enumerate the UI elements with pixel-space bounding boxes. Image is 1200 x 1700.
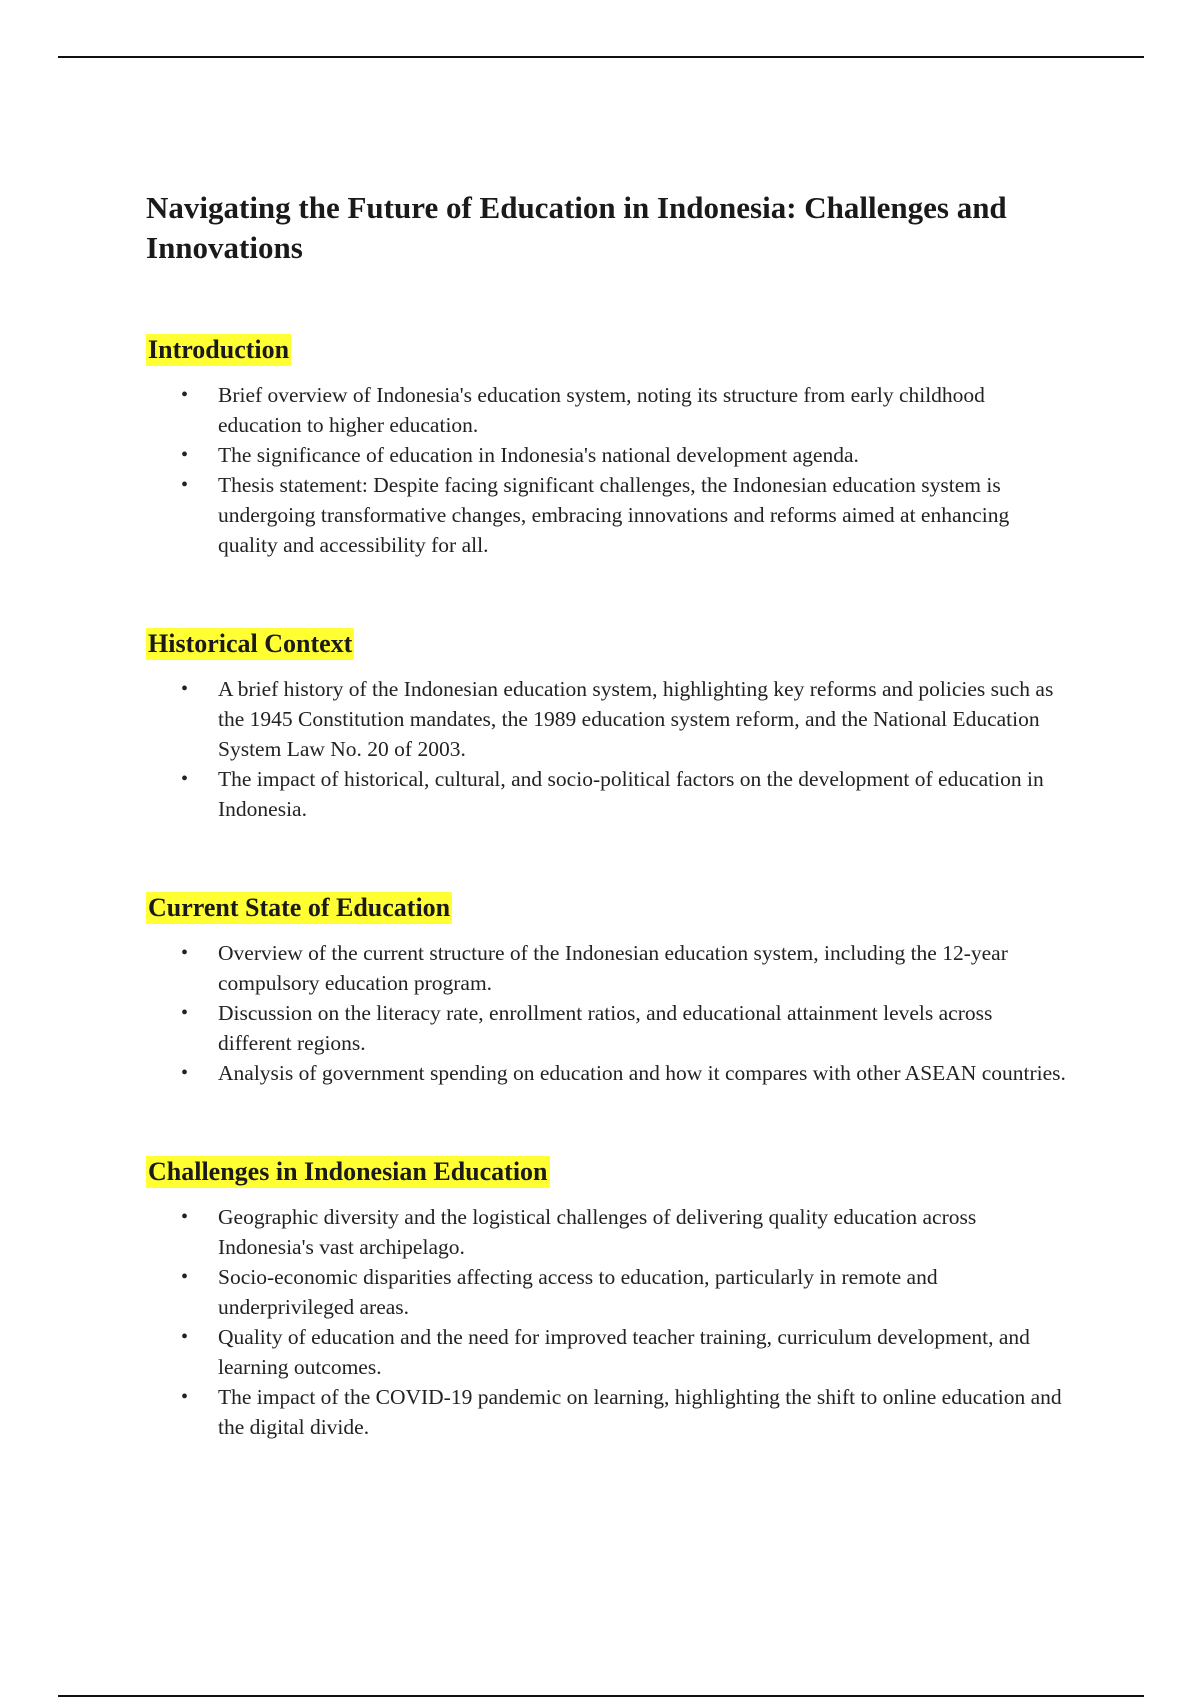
- bullet-icon: •: [181, 1266, 189, 1288]
- section-introduction: [146, 334, 1066, 560]
- page-top-rule: [58, 56, 1144, 58]
- list-item-text: Socio-economic disparities affecting access to education, particularly in remote and underprivileged areas.: [218, 1265, 938, 1319]
- section-current-state: [146, 892, 1066, 1088]
- bullet-icon: •: [181, 678, 189, 700]
- list-item: [146, 998, 1066, 1058]
- list-item-text: Analysis of government spending on education and how it compares with other ASEAN countries.: [218, 1061, 1066, 1085]
- list-item-text: The significance of education in Indonesia's national development agenda.: [218, 443, 859, 467]
- document-body: [146, 188, 1066, 1442]
- bullet-icon: •: [181, 474, 189, 496]
- section-heading: Introduction: [148, 335, 290, 364]
- list-item: [146, 470, 1066, 560]
- section-historical-context: [146, 628, 1066, 824]
- list-item-text: The impact of historical, cultural, and socio-political factors on the development of education in Indonesia.: [218, 767, 1044, 821]
- list-item-text: The impact of the COVID-19 pandemic on learning, highlighting the shift to online education and the digital divide.: [218, 1385, 1062, 1439]
- list-item: [146, 440, 1066, 470]
- bullet-icon: •: [181, 1386, 189, 1408]
- list-item: [146, 1262, 1066, 1322]
- bullet-icon: •: [181, 1062, 189, 1084]
- bullet-list: [146, 938, 1066, 1088]
- page-bottom-rule: [58, 1695, 1144, 1697]
- bullet-list: [146, 1202, 1066, 1442]
- list-item-text: Thesis statement: Despite facing significant challenges, the Indonesian education system is undergoing transformative changes, embracing innovations and reforms aimed at enhancing quality and accessibility for all.: [218, 473, 1010, 557]
- list-item: [146, 1202, 1066, 1262]
- list-item: [146, 380, 1066, 440]
- list-item-text: Discussion on the literacy rate, enrollment ratios, and educational attainment levels across different regions.: [218, 1001, 993, 1055]
- section-heading: Challenges in Indonesian Education: [148, 1157, 548, 1186]
- bullet-icon: •: [181, 768, 189, 790]
- list-item-text: Overview of the current structure of the Indonesian education system, including the 12-year compulsory education program.: [218, 941, 1008, 995]
- bullet-icon: •: [181, 1206, 189, 1228]
- bullet-list: [146, 674, 1066, 824]
- list-item-text: A brief history of the Indonesian education system, highlighting key reforms and policies such as the 1945 Constitution mandates, the 1989 education system reform, and the National Education System Law No. 20 of 2003.: [218, 677, 1054, 761]
- list-item: [146, 1322, 1066, 1382]
- bullet-list: [146, 380, 1066, 560]
- list-item: [146, 1382, 1066, 1442]
- bullet-icon: •: [181, 444, 189, 466]
- list-item: [146, 938, 1066, 998]
- bullet-icon: •: [181, 384, 189, 406]
- section-challenges: [146, 1156, 1066, 1442]
- bullet-icon: •: [181, 942, 189, 964]
- list-item-text: Quality of education and the need for improved teacher training, curriculum development, and learning outcomes.: [218, 1325, 1030, 1379]
- list-item: [146, 764, 1066, 824]
- list-item-text: Brief overview of Indonesia's education system, noting its structure from early childhood education to higher education.: [218, 383, 985, 437]
- list-item: [146, 674, 1066, 764]
- section-heading: Historical Context: [148, 629, 353, 658]
- list-item: [146, 1058, 1066, 1088]
- bullet-icon: •: [181, 1002, 189, 1024]
- list-item-text: Geographic diversity and the logistical challenges of delivering quality education across Indonesia's vast archipelago.: [218, 1205, 977, 1259]
- document-title: Navigating the Future of Education in Indonesia: Challenges and Innovations: [146, 190, 1007, 265]
- bullet-icon: •: [181, 1326, 189, 1348]
- section-heading: Current State of Education: [148, 893, 451, 922]
